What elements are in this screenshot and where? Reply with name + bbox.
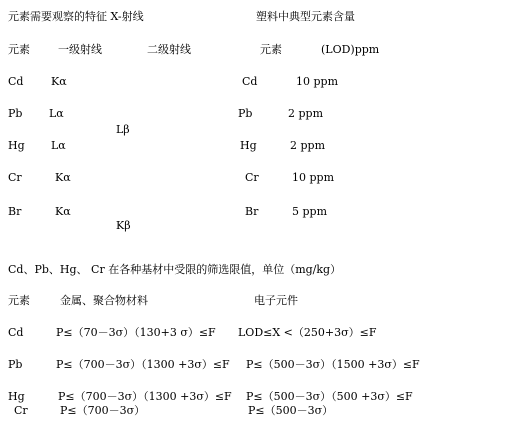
t2-row-electronic: P≤（500－3σ）（1500 +3σ）≤F bbox=[246, 358, 420, 371]
t1-row-el: Hg bbox=[8, 139, 25, 152]
heading-right: 塑料中典型元素含量 bbox=[256, 10, 355, 23]
t2-row-metal: P≤（70－3σ）（130+3 σ）≤F bbox=[56, 326, 216, 339]
t1-row-el2: Cd bbox=[242, 75, 258, 88]
t2-row-electronic: LOD≤X <（250+3σ）≤F bbox=[238, 326, 377, 339]
t1-row-el: Cd bbox=[8, 75, 24, 88]
t1-row-lod: 2 ppm bbox=[288, 107, 324, 120]
t2-header-element: 元素 bbox=[8, 294, 30, 307]
t2-row-metal: P≤（700－3σ）（1300 +3σ）≤F bbox=[56, 358, 230, 371]
t1-row-el2: Cr bbox=[245, 171, 259, 184]
t1-row-el: Cr bbox=[8, 171, 22, 184]
t1-row-primary: Kα bbox=[55, 205, 71, 218]
heading-left: 元素需要观察的特征 X-射线 bbox=[8, 10, 144, 23]
t1-header-lod: (LOD)ppm bbox=[321, 43, 380, 56]
t2-row-electronic: P≤（500－3σ） bbox=[248, 404, 334, 417]
t1-row-el: Pb bbox=[8, 107, 23, 120]
t1-row-lod: 5 ppm bbox=[292, 205, 328, 218]
t1-row-el2: Hg bbox=[240, 139, 257, 152]
t1-header-secondary: 二级射线 bbox=[147, 43, 191, 56]
t2-row-el: Hg bbox=[8, 390, 25, 403]
limits-title: Cd、Pb、Hg、 Cr 在各种基材中受限的筛选限值，单位（mg/kg） bbox=[8, 263, 342, 276]
t2-row-metal: P≤（700－3σ）（1300 +3σ）≤F bbox=[58, 390, 232, 403]
t1-row-lod: 10 ppm bbox=[292, 171, 335, 184]
t1-row-primary: Kα bbox=[55, 171, 71, 184]
t1-row-lod: 2 ppm bbox=[290, 139, 326, 152]
t2-row-el: Cr bbox=[14, 404, 28, 417]
t1-row-el: Br bbox=[8, 205, 22, 218]
t1-header-element2: 元素 bbox=[260, 43, 282, 56]
t1-row-primary: Lα bbox=[51, 139, 66, 152]
t1-header-element: 元素 bbox=[8, 43, 30, 56]
t1-row-secondary: Kβ bbox=[116, 219, 131, 232]
t1-header-primary: 一级射线 bbox=[58, 43, 102, 56]
t2-row-electronic: P≤（500－3σ）（500 +3σ）≤F bbox=[246, 390, 413, 403]
t1-row-lod: 10 ppm bbox=[296, 75, 339, 88]
t2-header-electronic: 电子元件 bbox=[254, 294, 298, 307]
t2-header-metal: 金属、聚合物材料 bbox=[60, 294, 148, 307]
t1-row-primary: Lα bbox=[49, 107, 64, 120]
t1-row-primary: Kα bbox=[51, 75, 67, 88]
t2-row-el: Cd bbox=[8, 326, 24, 339]
t1-row-secondary: Lβ bbox=[116, 123, 130, 136]
t1-row-el2: Pb bbox=[238, 107, 253, 120]
t1-row-el2: Br bbox=[245, 205, 259, 218]
t2-row-el: Pb bbox=[8, 358, 23, 371]
t2-row-metal: P≤（700－3σ） bbox=[60, 404, 146, 417]
